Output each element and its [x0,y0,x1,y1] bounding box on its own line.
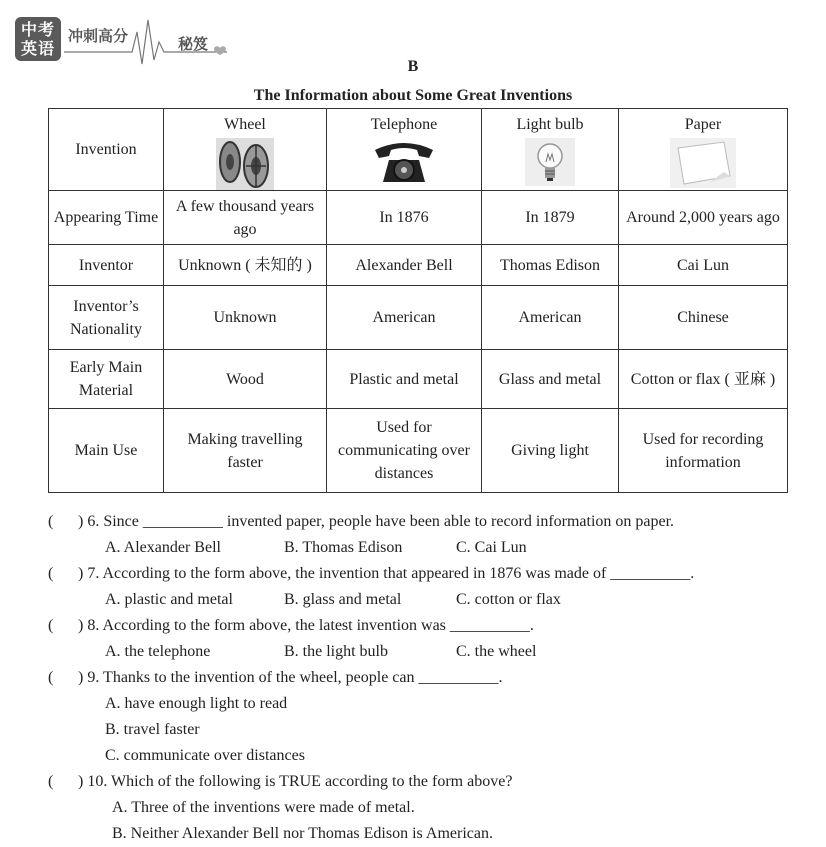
row-header: Inventor [49,245,164,286]
option[interactable]: C. communicate over distances [105,747,305,764]
option[interactable]: C. the wheel [456,643,537,660]
answer-bracket[interactable]: ( [48,669,54,686]
table-cell: American [482,286,619,350]
row-header: Invention [49,109,164,191]
option-row [48,717,818,743]
table-row [49,286,788,350]
question-text: ) 6. Since __________ invented paper, people have been able to record information on paper. [78,513,675,530]
invention-cell [327,109,482,191]
wheel-image [216,138,274,190]
option[interactable]: B. the light bulb [284,643,388,660]
table-row [49,350,788,409]
table-cell: Unknown [164,286,327,350]
table-cell: Chinese [619,286,788,350]
table-cell: Around 2,000 years ago [619,191,788,245]
row-header: Appearing Time [49,191,164,245]
invention-cell [164,109,327,191]
table-cell: In 1876 [327,191,482,245]
badge-line-2: 英语 [20,39,55,58]
table-cell: Cai Lun [619,245,788,286]
option-row [48,535,818,561]
table-cell: Used for communicating over distances [327,409,482,493]
option[interactable]: B. travel faster [105,721,200,738]
table-cell: Giving light [482,409,619,493]
question-stem [48,613,818,639]
option[interactable]: B. glass and metal [284,591,402,608]
invention-name: Paper [684,116,722,133]
table-cell: Thomas Edison [482,245,619,286]
option[interactable]: C. cotton or flax [456,591,561,608]
option[interactable]: A. Three of the inventions were made of metal. [112,799,415,816]
option[interactable]: A. have enough light to read [105,695,288,712]
question-text: ) 8. According to the form above, the latest invention was __________. [78,617,534,634]
question-stem [48,509,818,535]
table-row [49,409,788,493]
table-cell: Plastic and metal [327,350,482,409]
telephone-image [371,138,437,184]
question-text: ) 7. According to the form above, the invention that appeared in 1876 was made of __________. [78,565,695,582]
brand-badge [15,17,61,61]
table-cell: Unknown ( 未知的 ) [164,245,327,286]
badge-line-1: 中考 [20,20,55,39]
table-cell: In 1879 [482,191,619,245]
option-row [48,691,818,717]
option-row [48,821,818,847]
table-row [49,191,788,245]
option[interactable]: B. Thomas Edison [284,539,403,556]
light-bulb-image [525,138,575,186]
table-cell: Glass and metal [482,350,619,409]
option-row [48,795,818,821]
option-row [48,743,818,769]
table-cell: Cotton or flax ( 亚麻 ) [619,350,788,409]
invention-name: Light bulb [516,116,584,133]
question-stem [48,561,818,587]
table-cell: A few thousand years ago [164,191,327,245]
question-stem [48,665,818,691]
header-label-secret: 秘笈 [178,35,209,53]
paper-image [670,138,736,188]
row-header: Early Main Material [49,350,164,409]
option[interactable]: C. Cai Lun [456,539,527,556]
question-text: ) 9. Thanks to the invention of the wheel, people can __________. [78,669,503,686]
inventions-table [48,108,788,493]
table-cell: Used for recording information [619,409,788,493]
table-cell: Alexander Bell [327,245,482,286]
option[interactable]: A. the telephone [105,643,211,660]
passage-title: The Information about Some Great Inventions [253,87,573,104]
answer-bracket[interactable]: ( [48,513,54,530]
option[interactable]: A. plastic and metal [105,591,233,608]
table-row [49,109,788,191]
invention-cell [482,109,619,191]
table-cell: Wood [164,350,327,409]
row-header: Main Use [49,409,164,493]
question-list [48,509,818,847]
row-header: Inventor’s Nationality [49,286,164,350]
header-label-sprint: 冲刺高分 [68,27,129,45]
option-row [48,639,818,665]
answer-bracket[interactable]: ( [48,617,54,634]
option[interactable]: B. Neither Alexander Bell nor Thomas Edison is American. [112,825,493,842]
invention-name: Wheel [224,116,266,133]
question-stem [48,769,818,795]
table-row [49,245,788,286]
answer-bracket[interactable]: ( [48,565,54,582]
option[interactable]: A. Alexander Bell [105,539,221,556]
answer-bracket[interactable]: ( [48,773,54,790]
table-cell: American [327,286,482,350]
question-text: ) 10. Which of the following is TRUE according to the form above? [78,773,513,790]
invention-name: Telephone [370,116,438,133]
invention-cell [619,109,788,191]
option-row [48,587,818,613]
section-letter: B [407,58,419,75]
table-cell: Making travelling faster [164,409,327,493]
